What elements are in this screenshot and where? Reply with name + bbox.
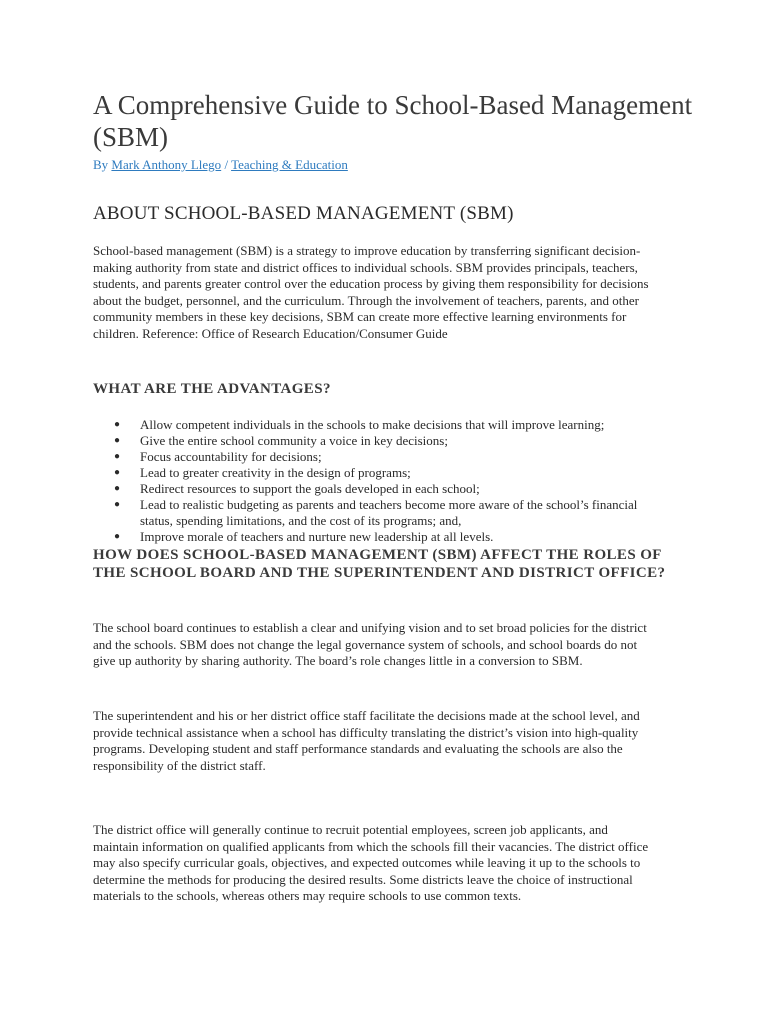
section-heading-about: ABOUT SCHOOL-BASED MANAGEMENT (SBM) [93,203,514,224]
list-item: ● Redirect resources to support the goals developed in each school; [114,481,480,496]
section-heading-advantages: WHAT ARE THE ADVANTAGES? [93,381,331,397]
bullet-icon: ● [114,419,121,430]
list-item: ● Improve morale of teachers and nurture new leadership at all levels. [114,529,494,544]
bullet-icon: ● [114,483,121,494]
about-paragraph: School-based management (SBM) is a strategy to improve education by transferring significant decision-making authority from state and district offices to individual schools. SBM provides principals, teachers, students, and parents greater control over the education process by giving them responsibility for decisions about the budget, personnel, and the curriculum. Through the involvement of teachers, parents, and other community members in these key decisions, SBM can create more effective learning environments for children. Reference: Office of Research Education/Consumer Guide [93,243,649,341]
article-title: A Comprehensive Guide to School-Based Management (SBM) [93,90,693,152]
roles-paragraph-1: The school board continues to establish a clear and unifying vision and to set broad policies for the district and the schools. SBM does not change the legal governance system of schools, and school boards do not give up authority by sharing authority. The board’s role changes little in a conversion to SBM. [93,620,647,668]
list-item: ● Lead to greater creativity in the design of programs; [114,465,411,480]
section-heading-roles: HOW DOES SCHOOL-BASED MANAGEMENT (SBM) AFFECT THE ROLES OF THE SCHOOL BOARD AND THE SUPERINTENDENT AND DISTRICT OFFICE? [93,547,666,581]
list-item: ● Give the entire school community a voice in key decisions; [114,433,448,448]
byline-separator: / [221,157,232,172]
byline-prefix: By [93,157,112,172]
bullet-icon: ● [114,435,121,446]
bullet-icon: ● [114,531,121,542]
list-item: ● Lead to realistic budgeting as parents and teachers become more aware of the school’s financial status, spending limitations, and the cost of its programs; and, [114,497,638,528]
advantages-list [93,417,693,545]
list-item: ● Allow competent individuals in the schools to make decisions that will improve learning; [114,417,605,432]
bullet-icon: ● [114,467,121,478]
author-link[interactable]: Mark Anthony Llego [111,157,222,172]
roles-paragraph-2: The superintendent and his or her district office staff facilitate the decisions made at the school level, and provide technical assistance when a school has difficulty translating the district’s vision into high-quality programs. Developing student and staff performance standards and evaluating the schools are also the responsibility of the district staff. [93,708,640,773]
list-item: ● Focus accountability for decisions; [114,449,322,464]
category-link[interactable]: Teaching & Education [231,157,348,172]
bullet-icon: ● [114,499,121,510]
roles-paragraph-3: The district office will generally continue to recruit potential employees, screen job applicants, and maintain information on qualified applicants from which the schools fill their vacancies. The district office may also specify curricular goals, objectives, and expected outcomes while leaving it up to the schools to determine the methods for producing the desired results. Some districts leave the choice of instructional materials to the schools, whereas others may require schools to use common texts. [93,822,649,903]
byline [93,157,348,173]
bullet-icon: ● [114,451,121,462]
